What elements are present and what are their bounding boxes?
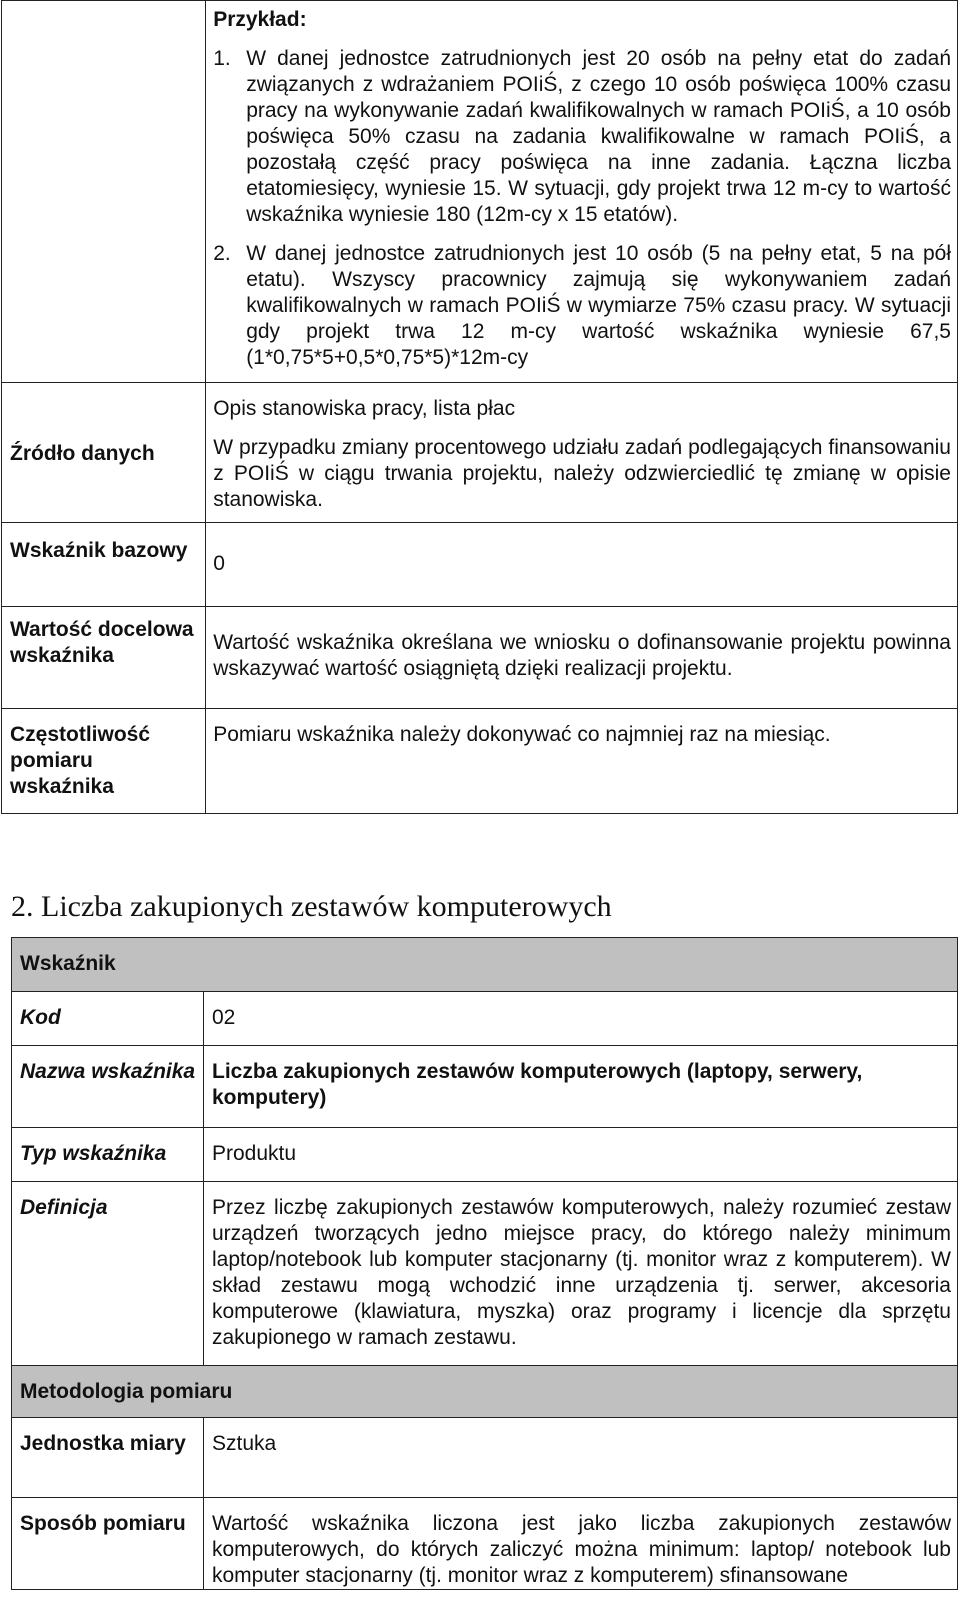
frequency-label: Częstotliwość pomiaru wskaźnika	[2, 709, 206, 814]
section-heading: 2. Liczba zakupionych zestawów komputerowych	[11, 890, 612, 923]
indicator-header: Wskaźnik	[12, 938, 958, 992]
type-row	[12, 1128, 958, 1182]
definition-label: Definicja	[12, 1182, 204, 1366]
source-row	[2, 383, 958, 523]
target-label: Wartość docelowa wskaźnika	[2, 607, 206, 709]
target-row	[2, 607, 958, 709]
name-label: Nazwa wskaźnika	[12, 1046, 204, 1128]
name-row	[12, 1046, 958, 1128]
target-value: Wartość wskaźnika określana we wniosku o dofinansowanie projektu powinna wskazywać wartość osiągniętą dzięki realizacji projektu.	[206, 607, 958, 709]
source-value: Opis stanowiska pracy, lista płac	[213, 397, 516, 420]
example-item-number: 2.	[213, 242, 231, 265]
example-cell	[206, 1, 958, 383]
measurement-row	[12, 1498, 958, 1590]
source-label: Źródło danych	[2, 383, 206, 523]
frequency-value: Pomiaru wskaźnika należy dokonywać co najmniej raz na miesiąc.	[206, 709, 958, 814]
indicator-table-1	[1, 0, 958, 814]
baseline-label: Wskaźnik bazowy	[2, 523, 206, 607]
code-row	[12, 992, 958, 1046]
type-label: Typ wskaźnika	[12, 1128, 204, 1182]
baseline-row	[2, 523, 958, 607]
example-item-text: W danej jednostce zatrudnionych jest 20 osób na pełny etat do zadań związanych z wdrażaniem POIiŚ, z czego 10 osób poświęca 100% czasu pracy na wykonywanie zadań kwalifikowalnych w ramach POIiŚ, a 10 osób poświęca 50% czasu na zadania kwalifikowalne w ramach POIiŚ, a pozostałą część pracy poświęca na inne zadania. Łączna liczba etatomiesięcy, wyniesie 15. W sytuacji, gdy projekt trwa 12 m-cy to wartość wskaźnika wyniesie 180 (12m-cy x 15 etatów).	[246, 47, 951, 226]
methodology-header: Metodologia pomiaru	[12, 1366, 958, 1418]
measurement-value: Wartość wskaźnika liczona jest jako liczba zakupionych zestawów komputerowych, do których zaliczyć można minimum: laptop/ notebook lub komputer stacjonarny (tj. monitor wraz z komputerem) sfinansowane	[204, 1498, 958, 1590]
frequency-row	[2, 709, 958, 814]
unit-label: Jednostka miary	[12, 1418, 204, 1498]
source-note: W przypadku zmiany procentowego udziału zadań podlegających finansowaniu z POIiŚ w ciągu trwania projektu, należy odzwierciedlić tę zmianę w opisie stanowiska.	[213, 436, 951, 511]
methodology-header-row	[12, 1366, 958, 1418]
unit-value: Sztuka	[204, 1418, 958, 1498]
name-value: Liczba zakupionych zestawów komputerowych (laptopy, serwery, komputery)	[204, 1046, 958, 1128]
example-item-2	[213, 241, 951, 371]
example-label: Przykład:	[213, 8, 307, 31]
example-row	[2, 1, 958, 383]
baseline-value: 0	[206, 523, 958, 607]
code-value: 02	[204, 992, 958, 1046]
example-item-text: W danej jednostce zatrudnionych jest 10 osób (5 na pełny etat, 5 na pół etatu). Wszyscy pracownicy zajmują się wykonywaniem zadań kwalifikowalnych w ramach POIiŚ w wymiarze 75% czasu pracy. W sytuacji gdy projekt trwa 12 m-cy wartość wskaźnika wyniesie 67,5 (1*0,75*5+0,5*0,75*5)*12m-cy	[246, 242, 951, 369]
example-label-cell	[2, 1, 206, 383]
example-item-1	[213, 46, 951, 228]
type-value: Produktu	[204, 1128, 958, 1182]
source-cell	[206, 383, 958, 523]
unit-row	[12, 1418, 958, 1498]
definition-value: Przez liczbę zakupionych zestawów komputerowych, należy rozumieć zestaw urządzeń tworzących jedno miejsce pracy, do którego należy minimum laptop/notebook lub komputer stacjonarny (tj. monitor wraz z komputerem). W skład zestawu mogą wchodzić inne urządzenia tj. serwer, akcesoria komputerowe (klawiatura, myszka) oraz programy i licencje dla sprzętu zakupionego w ramach zestawu.	[204, 1182, 958, 1366]
indicator-table-2	[11, 937, 958, 1590]
code-label: Kod	[12, 992, 204, 1046]
example-item-number: 1.	[213, 47, 231, 70]
indicator-header-row	[12, 938, 958, 992]
measurement-label: Sposób pomiaru	[12, 1498, 204, 1590]
definition-row	[12, 1182, 958, 1366]
